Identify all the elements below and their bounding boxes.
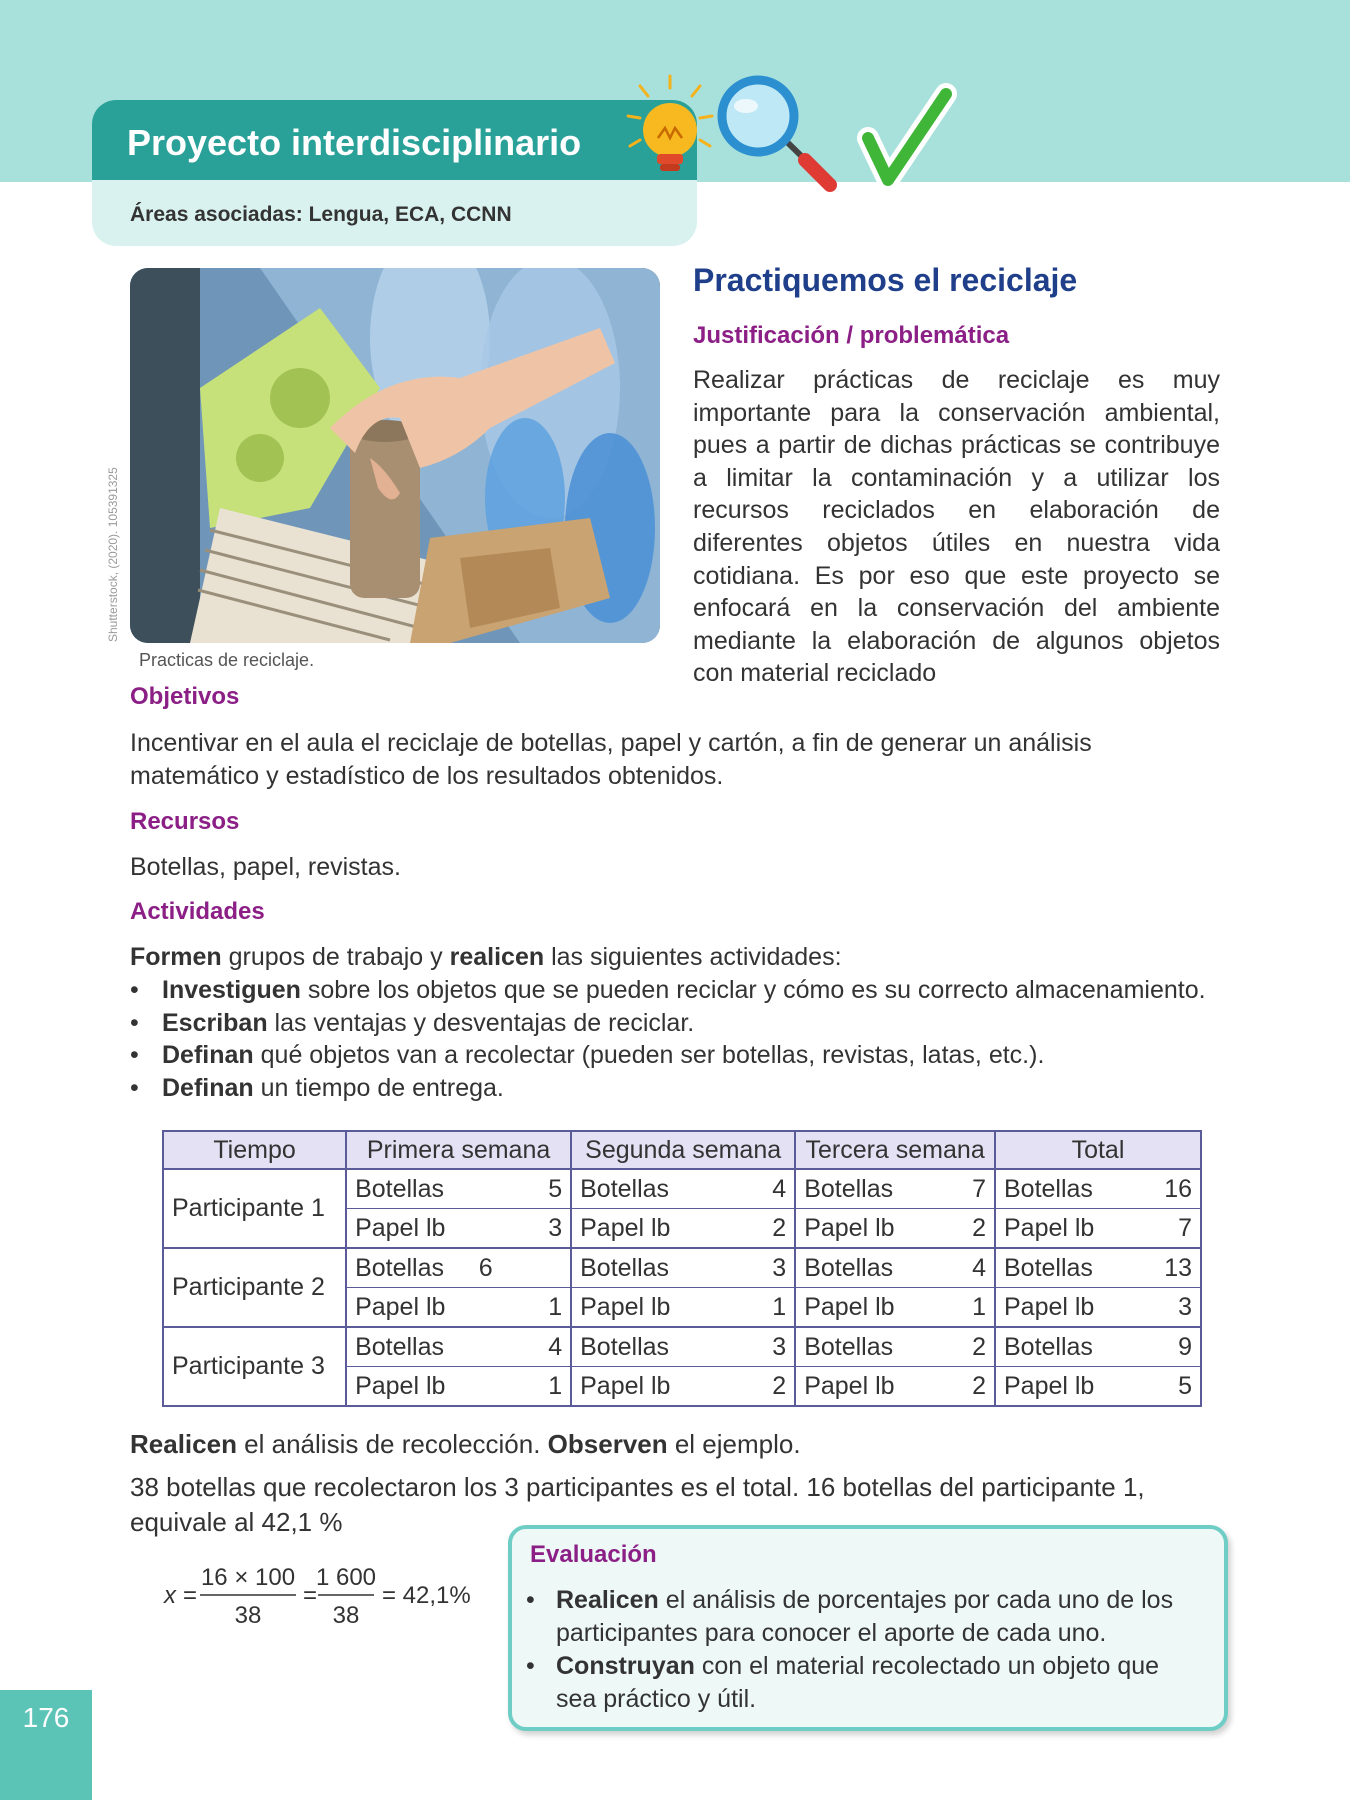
bottles-label: Botellas 6 — [355, 1254, 493, 1282]
analysis-text-2: el ejemplo. — [667, 1429, 801, 1459]
week-cell — [571, 1248, 795, 1327]
header-cell: Segunda semana — [571, 1131, 795, 1169]
paper-value: 1 — [548, 1372, 563, 1400]
bottles-label: Botellas — [1003, 1175, 1093, 1203]
associated-areas: Áreas asociadas: Lengua, ECA, CCNN — [130, 203, 512, 226]
paper-value: 1 — [548, 1293, 563, 1321]
paper-value: 7 — [1178, 1214, 1192, 1242]
formula-numerator-2: 1 600 — [315, 1564, 377, 1591]
activity-text: las ventajas y desventajas de reciclar. — [267, 1008, 695, 1037]
week-cell — [571, 1327, 795, 1406]
activities-heading: Actividades — [130, 898, 265, 925]
participant-cell: Participante 1 — [163, 1169, 346, 1248]
checkmark-icon — [868, 94, 946, 180]
week-cell — [346, 1169, 571, 1248]
percentage-formula — [160, 1555, 480, 1635]
intro-text-1: grupos de trabajo y — [221, 943, 450, 971]
analysis-example: 38 botellas que recolectaron los 3 participantes es el total. 16 botellas del participante 1, equivale al 42,1 % — [130, 1472, 1145, 1537]
bottles-label: Botellas — [355, 1333, 445, 1361]
analysis-verb-1: Realicen — [130, 1429, 237, 1459]
paper-value: 3 — [1178, 1293, 1192, 1321]
total-cell — [995, 1327, 1201, 1406]
resources-heading: Recursos — [130, 808, 240, 835]
bottles-value: 16 — [1164, 1175, 1192, 1203]
bottles-value: 4 — [972, 1254, 986, 1282]
evaluation-text: el análisis de porcentajes por cada uno de los participantes para conocer el aporte de cada uno. — [556, 1586, 1174, 1647]
bottles-label: Botellas — [804, 1254, 894, 1282]
bottles-value: 3 — [772, 1333, 787, 1361]
bottles-value: 7 — [972, 1175, 986, 1203]
analysis-verb-2: Observen — [547, 1429, 668, 1459]
paper-value: 3 — [548, 1214, 563, 1242]
bottles-label: Botellas — [1003, 1254, 1093, 1282]
resources-text: Botellas, papel, revistas. — [130, 853, 401, 881]
activity-text: sobre los objetos que se pueden reciclar y cómo es su correcto almacenamiento. — [300, 976, 1206, 1004]
evaluation-verb: Realicen — [556, 1586, 659, 1614]
list-item — [130, 1039, 1206, 1072]
objectives-text: Incentivar en el aula el reciclaje de botellas, papel y cartón, a fin de generar un análisis matemático y estadístico de los resultados obtenidos. — [130, 729, 1092, 790]
paper-value: 2 — [772, 1372, 787, 1400]
bottles-value: 4 — [548, 1333, 563, 1361]
paper-label: Papel lb — [355, 1372, 446, 1400]
week-cell — [346, 1327, 571, 1406]
header-cell: Tiempo — [163, 1131, 346, 1169]
paper-label: Papel lb — [580, 1372, 671, 1400]
bottles-label: Botellas — [1003, 1333, 1093, 1361]
table-header-row — [163, 1131, 1201, 1169]
page-title: Proyecto interdisciplinario — [127, 122, 582, 163]
justification-heading: Justificación / problemática — [693, 322, 1010, 349]
week-cell — [571, 1169, 795, 1248]
paper-label: Papel lb — [580, 1293, 671, 1321]
activity-verb: Definan — [162, 1041, 254, 1070]
lightbulb-icon — [628, 76, 712, 171]
total-cell — [995, 1169, 1201, 1248]
activity-verb: Escriban — [162, 1008, 268, 1037]
paper-value: 1 — [772, 1293, 787, 1321]
header-cell: Total — [995, 1131, 1201, 1169]
bottles-value: 6 — [478, 1254, 493, 1282]
activity-verb: Definan — [162, 1073, 254, 1102]
activity-text: qué objetos van a recolectar (pueden ser botellas, revistas, latas, etc.). — [253, 1041, 1045, 1070]
intro-verb-1: Formen — [130, 943, 222, 971]
list-item — [526, 1650, 1206, 1716]
magnifier-icon — [722, 80, 832, 186]
week-cell — [795, 1169, 995, 1248]
paper-label: Papel lb — [804, 1214, 895, 1242]
table-row — [163, 1248, 1201, 1327]
activity-text: un tiempo de entrega. — [253, 1073, 504, 1102]
week-cell — [795, 1248, 995, 1327]
bottles-value: 13 — [1164, 1254, 1192, 1282]
intro-verb-2: realicen — [449, 943, 545, 971]
analysis-section — [130, 1427, 1220, 1540]
evaluation-box — [508, 1525, 1228, 1731]
paper-label: Papel lb — [804, 1293, 895, 1321]
bottles-label: Botellas — [580, 1254, 670, 1282]
week-cell — [795, 1327, 995, 1406]
formula-denominator-1: 38 — [234, 1602, 262, 1629]
list-item — [130, 974, 1206, 1007]
evaluation-title: Evaluación — [530, 1541, 657, 1568]
analysis-text-1: el análisis de recolección. — [236, 1429, 548, 1459]
header-cell: Tercera semana — [795, 1131, 995, 1169]
paper-label: Papel lb — [355, 1214, 446, 1242]
paper-value: 1 — [972, 1293, 986, 1321]
list-item — [130, 1072, 1206, 1105]
table-row — [163, 1169, 1201, 1248]
list-item — [130, 1007, 1206, 1040]
justification-text: Realizar prácticas de reciclaje es muy importante para la conservación ambiental, pues a partir de dichas prácticas se contribuye a limitar la contaminación y a utilizar los recursos reciclados en elaboración de diferentes objetos útiles en nuestra vida cotidiana. Es por eso que este proyecto se enfocará en la conservación del ambiente mediante la elaboración de algunos objetos con material reciclado — [693, 366, 1220, 688]
paper-value: 5 — [1178, 1372, 1192, 1400]
bottles-label: Botellas — [804, 1175, 894, 1203]
paper-label: Papel lb — [1003, 1214, 1095, 1242]
bottles-label: Botellas — [580, 1333, 670, 1361]
paper-label: Papel lb — [1003, 1372, 1095, 1400]
paper-value: 2 — [972, 1372, 986, 1400]
formula-variable: x = — [164, 1582, 197, 1609]
bottles-value: 9 — [1178, 1333, 1192, 1361]
paper-value: 2 — [772, 1214, 787, 1242]
paper-label: Papel lb — [804, 1372, 895, 1400]
photo-caption: Practicas de reciclaje. — [139, 650, 315, 670]
collection-table — [162, 1130, 1202, 1407]
formula-numerator-1: 16 × 100 — [200, 1564, 296, 1591]
page-number: 176 — [22, 1702, 70, 1733]
bottles-label: Botellas — [804, 1333, 894, 1361]
paper-value: 2 — [972, 1214, 986, 1242]
bottles-value: 5 — [548, 1175, 563, 1203]
objectives-heading: Objetivos — [130, 683, 240, 710]
week-cell — [346, 1248, 571, 1327]
paper-label: Papel lb — [355, 1293, 446, 1321]
evaluation-list — [526, 1584, 1206, 1716]
formula-result: = 42,1% — [382, 1582, 471, 1609]
activities-intro — [130, 941, 842, 974]
photo-credit: Shutterstock, (2020). 105391325 — [106, 467, 120, 642]
bottles-value: 4 — [772, 1175, 787, 1203]
activities-list — [130, 974, 1206, 1104]
total-cell — [995, 1248, 1201, 1327]
bottles-label: Botellas — [580, 1175, 670, 1203]
participant-cell: Participante 3 — [163, 1327, 346, 1406]
bottles-value: 3 — [772, 1254, 787, 1282]
section-title: Practiquemos el reciclaje — [693, 262, 1078, 298]
paper-label: Papel lb — [1003, 1293, 1095, 1321]
list-item — [526, 1584, 1206, 1650]
participant-cell: Participante 2 — [163, 1248, 346, 1327]
intro-text-2: las siguientes actividades: — [544, 943, 842, 971]
recycling-photo — [130, 268, 660, 643]
paper-label: Papel lb — [580, 1214, 671, 1242]
evaluation-text: con el material recolectado un objeto que sea práctico y útil. — [556, 1652, 1160, 1713]
bottles-label: Botellas — [355, 1175, 445, 1203]
analysis-instruction — [130, 1427, 1220, 1462]
table-row — [163, 1327, 1201, 1406]
activity-verb: Investiguen — [162, 976, 301, 1004]
header-cell: Primera semana — [346, 1131, 571, 1169]
formula-equals: = — [303, 1582, 318, 1609]
header-icons — [610, 68, 970, 208]
formula-denominator-2: 38 — [332, 1602, 360, 1629]
bottles-value: 2 — [972, 1333, 986, 1361]
evaluation-verb: Construyan — [556, 1652, 695, 1680]
